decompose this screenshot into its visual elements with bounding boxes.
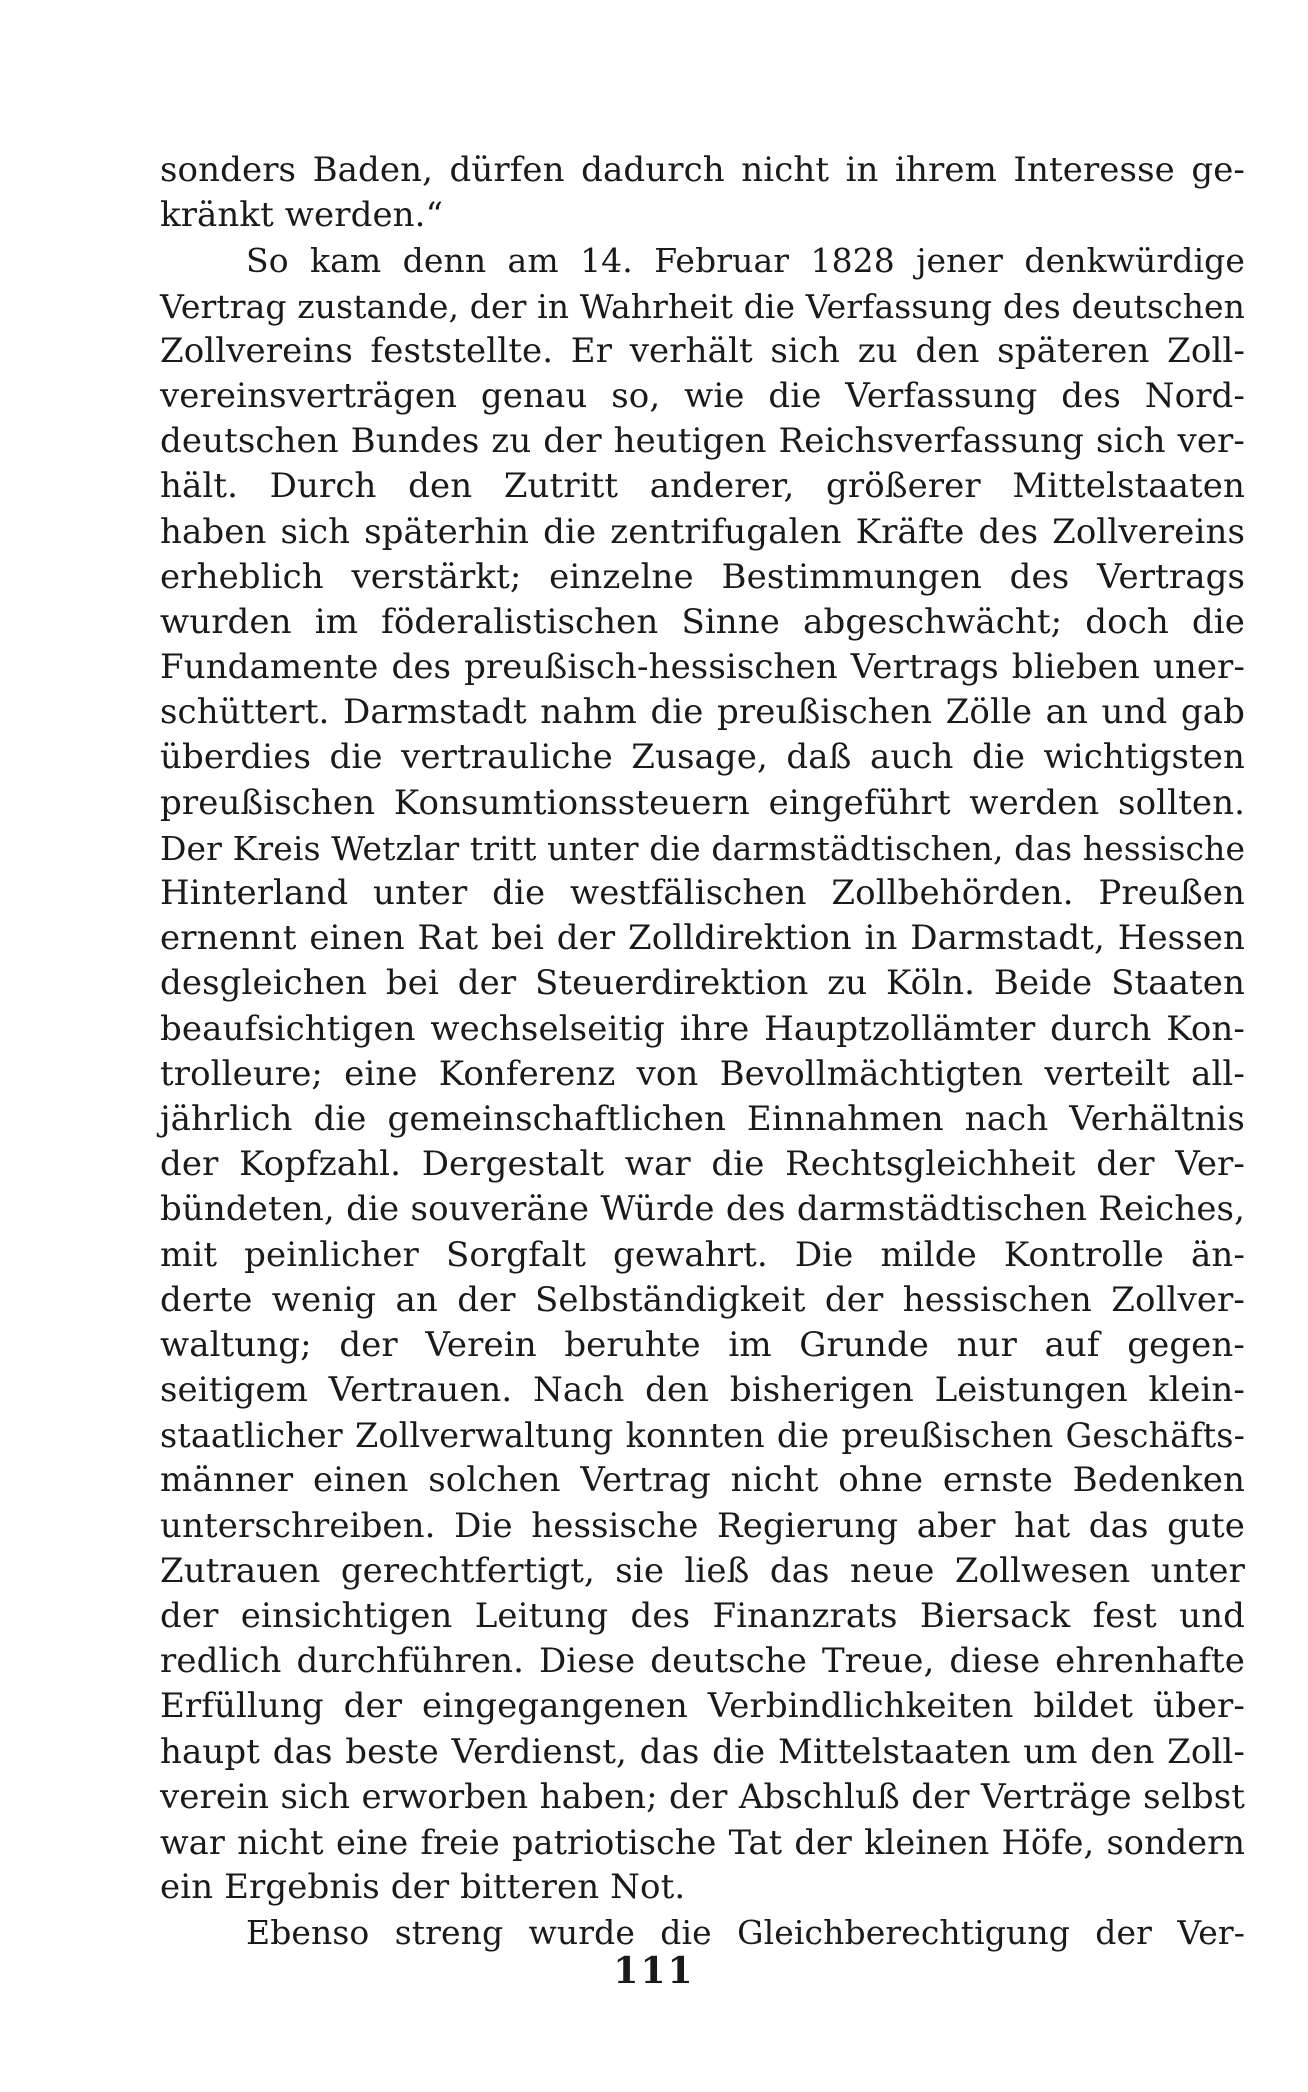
text-line: der Kopfzahl. Dergestalt war die Rechtsgleichheit der Ver- <box>160 1144 1245 1185</box>
text-line: hält. Durch den Zutritt anderer, größerer Mittelstaaten <box>160 466 1245 507</box>
text-line: erheblich verstärkt; einzelne Bestimmungen des Vertrags <box>160 556 1245 597</box>
text-line: männer einen solchen Vertrag nicht ohne ernste Bedenken <box>160 1460 1245 1501</box>
text-line: Fundamente des preußisch-hessischen Vertrags blieben uner- <box>160 647 1245 688</box>
page-number: 111 <box>613 1950 695 1992</box>
text-line: derte wenig an der Selbständigkeit der hessischen Zollver- <box>160 1279 1245 1320</box>
text-line: Zollvereins feststellte. Er verhält sich zu den späteren Zoll- <box>160 330 1245 371</box>
text-line: deutschen Bundes zu der heutigen Reichsverfassung sich ver- <box>160 421 1245 462</box>
text-line: seitigem Vertrauen. Nach den bisherigen Leistungen klein- <box>160 1370 1245 1411</box>
text-line: desgleichen bei der Steuerdirektion zu Köln. Beide Staaten <box>160 963 1245 1004</box>
text-line: vereinsverträgen genau so, wie die Verfassung des Nord- <box>160 375 1245 416</box>
text-line: haben sich späterhin die zentrifugalen Kräfte des Zollvereins <box>160 511 1245 552</box>
text-line: verein sich erworben haben; der Abschluß der Verträge selbst <box>160 1776 1245 1817</box>
text-line: haupt das beste Verdienst, das die Mittelstaaten um den Zoll- <box>160 1731 1245 1772</box>
text-line: jährlich die gemeinschaftlichen Einnahmen nach Verhältnis <box>160 1098 1245 1139</box>
text-line: trolleure; eine Konferenz von Bevollmächtigten verteilt all- <box>160 1053 1245 1094</box>
text-line: unterschreiben. Die hessische Regierung aber hat das gute <box>160 1505 1245 1546</box>
text-line: preußischen Konsumtionssteuern eingeführt werden sollten. <box>160 782 1245 823</box>
text-line: überdies die vertrauliche Zusage, daß auch die wichtigsten <box>160 737 1245 778</box>
text-line: So kam denn am 14. Februar 1828 jener denkwürdige <box>246 241 1245 281</box>
text-line: beaufsichtigen wechselseitig ihre Hauptzollämter durch Kon- <box>160 1008 1245 1049</box>
text-line: mit peinlicher Sorgfalt gewahrt. Die milde Kontrolle än- <box>160 1234 1245 1275</box>
text-line: Erfüllung der eingegangenen Verbindlichkeiten bildet über- <box>160 1686 1245 1727</box>
text-line: ein Ergebnis der bitteren Not. <box>160 1867 686 1908</box>
text-line: waltung; der Verein beruhte im Grunde nur auf gegen- <box>160 1324 1245 1365</box>
text-line: wurden im föderalistischen Sinne abgeschwächt; doch die <box>160 601 1245 642</box>
text-line: Der Kreis Wetzlar tritt unter die darmstädtischen, das hessische <box>160 828 1246 868</box>
text-line: bündeten, die souveräne Würde des darmstädtischen Reiches, <box>160 1189 1245 1230</box>
page-body <box>160 148 1245 1956</box>
text-line: Vertrag zustande, der in Wahrheit die Verfassung des deutschen <box>160 286 1245 326</box>
text-line: schüttert. Darmstadt nahm die preußischen Zölle an und gab <box>160 692 1245 733</box>
text-line: Zutrauen gerechtfertigt, sie ließ das neue Zollwesen unter <box>160 1550 1245 1591</box>
text-line: kränkt werden.“ <box>160 195 444 236</box>
text-line: ernennt einen Rat bei der Zolldirektion in Darmstadt, Hessen <box>160 918 1245 959</box>
text-line: Ebenso streng wurde die Gleichberechtigung der Ver- <box>246 1913 1245 1953</box>
text-line: redlich durchführen. Diese deutsche Treue, diese ehrenhafte <box>160 1641 1245 1682</box>
text-line: der einsichtigen Leitung des Finanzrats Biersack fest und <box>160 1596 1245 1636</box>
text-line: sonders Baden, dürfen dadurch nicht in ihrem Interesse ge- <box>160 150 1245 190</box>
text-line: staatlicher Zollverwaltung konnten die preußischen Geschäfts- <box>160 1416 1245 1456</box>
text-line: Hinterland unter die westfälischen Zollbehörden. Preußen <box>160 873 1245 913</box>
text-line: war nicht eine freie patriotische Tat der kleinen Höfe, sondern <box>160 1822 1245 1862</box>
